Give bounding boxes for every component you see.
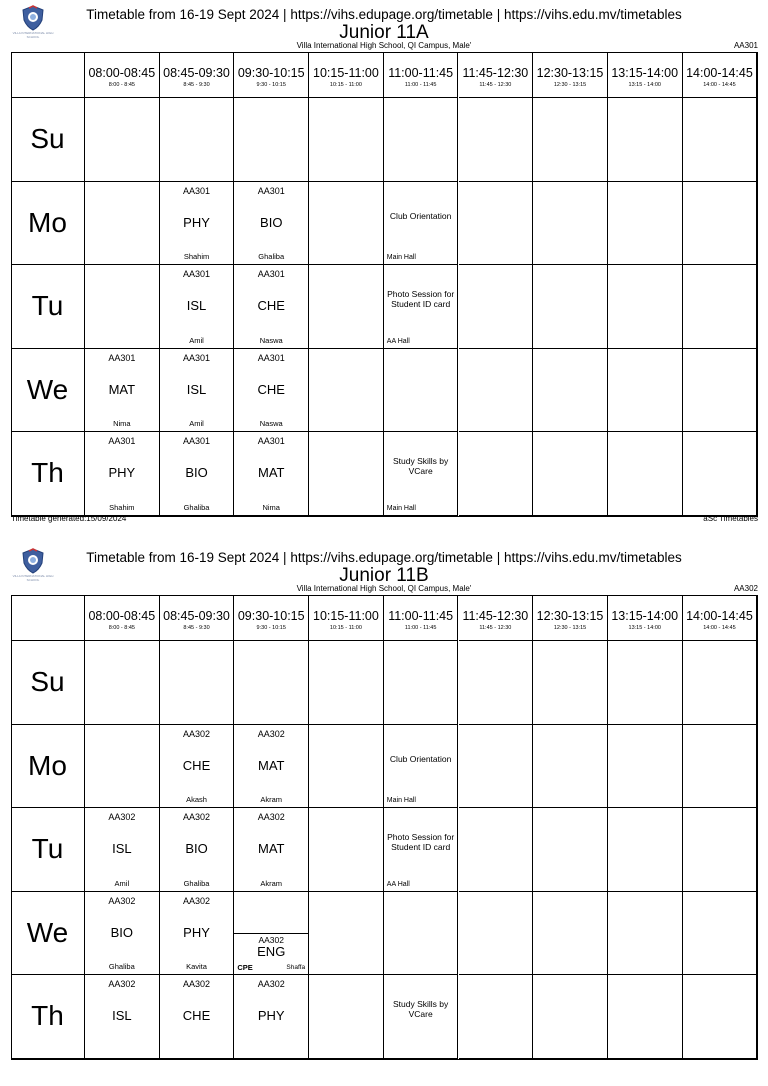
empty-cell bbox=[309, 182, 384, 266]
period-time: 10:15-11:00 bbox=[313, 66, 379, 80]
empty-cell bbox=[459, 641, 534, 725]
period-header bbox=[459, 52, 534, 98]
lesson-cell bbox=[160, 182, 235, 266]
empty-cell bbox=[533, 182, 608, 266]
empty-cell bbox=[533, 98, 608, 182]
period-header bbox=[384, 595, 459, 641]
empty-cell bbox=[459, 808, 534, 892]
lesson-teacher: Shaffa bbox=[286, 963, 306, 971]
lesson-cell bbox=[234, 808, 309, 892]
period-time: 11:00-11:45 bbox=[388, 609, 454, 623]
grid-corner bbox=[11, 595, 85, 641]
lesson-cell bbox=[234, 725, 309, 809]
lesson-cell bbox=[234, 349, 309, 433]
empty-cell bbox=[459, 182, 534, 266]
period-subtime: 14:00 - 14:45 bbox=[703, 625, 736, 631]
empty-cell bbox=[85, 98, 160, 182]
lesson-subject: ENG bbox=[257, 943, 286, 959]
period-time: 14:00-14:45 bbox=[686, 66, 753, 80]
empty-cell bbox=[384, 892, 459, 976]
period-subtime: 10:15 - 11:00 bbox=[329, 625, 362, 631]
lesson-subject: CHE bbox=[257, 381, 285, 397]
lesson-cell bbox=[160, 265, 235, 349]
lesson-room: AA301 bbox=[183, 185, 211, 196]
day-label: We bbox=[11, 892, 85, 976]
lesson-cell bbox=[234, 432, 309, 516]
empty-cell bbox=[608, 265, 683, 349]
lesson-cell bbox=[85, 808, 160, 892]
lesson-subject: MAT bbox=[108, 381, 136, 397]
period-header bbox=[234, 52, 309, 98]
period-time: 13:15-14:00 bbox=[611, 609, 679, 623]
period-time: 12:30-13:15 bbox=[536, 66, 604, 80]
lesson-room: AA302 bbox=[183, 812, 211, 822]
event-location: AA Hall bbox=[386, 337, 410, 345]
period-subtime: 11:00 - 11:45 bbox=[404, 625, 437, 631]
lesson-teacher: Nima bbox=[113, 419, 131, 428]
event-cell bbox=[384, 182, 459, 266]
event-cell bbox=[384, 808, 459, 892]
lesson-teacher: Ghaliba bbox=[108, 962, 135, 971]
generated-date: Timetable generated:15/09/2024 bbox=[11, 514, 127, 523]
lesson-cell bbox=[85, 975, 160, 1059]
home-room-code: AA301 bbox=[733, 41, 758, 50]
lesson-cell bbox=[234, 265, 309, 349]
lesson-teacher: Naswa bbox=[259, 335, 283, 345]
lesson-cell bbox=[160, 892, 235, 976]
lesson-room: AA302 bbox=[258, 934, 284, 945]
split-divider bbox=[234, 933, 308, 934]
event-location: Main Hall bbox=[386, 504, 416, 512]
period-subtime: 13:15 - 14:00 bbox=[628, 625, 661, 631]
period-header bbox=[384, 52, 459, 98]
empty-cell bbox=[683, 975, 758, 1059]
empty-cell bbox=[309, 98, 384, 182]
empty-cell bbox=[533, 892, 608, 976]
empty-cell bbox=[85, 182, 160, 266]
empty-cell bbox=[384, 349, 459, 433]
lesson-subject: CHE bbox=[182, 757, 211, 773]
lesson-cell bbox=[85, 349, 160, 433]
period-header bbox=[234, 595, 309, 641]
period-time: 11:45-12:30 bbox=[462, 609, 529, 623]
lesson-room: AA302 bbox=[257, 812, 285, 822]
empty-cell bbox=[160, 98, 235, 182]
event-title: Club Orientation bbox=[389, 210, 452, 221]
period-subtime: 8:45 - 9:30 bbox=[183, 625, 210, 631]
lesson-teacher: Ghaliba bbox=[183, 502, 210, 512]
school-logo-text: VILLA INTERNATIONAL HIGH SCHOOL bbox=[12, 574, 54, 582]
lesson-room: AA302 bbox=[108, 895, 136, 906]
empty-cell bbox=[459, 349, 534, 433]
empty-cell bbox=[533, 808, 608, 892]
empty-cell bbox=[309, 892, 384, 976]
empty-cell bbox=[608, 349, 683, 433]
event-title: Study Skills by VCare bbox=[393, 456, 449, 477]
empty-cell bbox=[533, 265, 608, 349]
lesson-teacher: Akram bbox=[260, 878, 283, 888]
period-time: 08:45-09:30 bbox=[163, 609, 230, 623]
period-time: 10:15-11:00 bbox=[313, 609, 379, 623]
lesson-room: AA302 bbox=[183, 979, 211, 989]
lesson-subject: BIO bbox=[260, 214, 283, 230]
lesson-room: AA302 bbox=[257, 979, 285, 989]
period-subtime: 12:30 - 13:15 bbox=[553, 625, 587, 631]
period-header bbox=[608, 52, 683, 98]
period-header bbox=[459, 595, 534, 641]
period-header bbox=[85, 595, 160, 641]
lesson-subject: PHY bbox=[183, 214, 210, 230]
generator-credit: aSc Timetables bbox=[703, 514, 758, 523]
lesson-cell bbox=[85, 432, 160, 516]
lesson-subject: ISL bbox=[112, 841, 132, 856]
lesson-room: AA302 bbox=[257, 728, 285, 739]
empty-cell bbox=[533, 725, 608, 809]
empty-cell bbox=[309, 265, 384, 349]
day-label: Th bbox=[11, 432, 85, 516]
lesson-teacher: Shahim bbox=[109, 502, 135, 512]
period-time: 09:30-10:15 bbox=[237, 609, 305, 623]
period-subtime: 9:30 - 10:15 bbox=[256, 625, 286, 631]
empty-cell bbox=[608, 892, 683, 976]
lesson-subject: BIO bbox=[185, 465, 208, 480]
empty-cell bbox=[234, 98, 309, 182]
period-subtime: 9:30 - 10:15 bbox=[256, 82, 286, 88]
period-header bbox=[160, 52, 235, 98]
lesson-room: AA301 bbox=[183, 269, 211, 279]
empty-cell bbox=[683, 892, 758, 976]
period-time: 08:45-09:30 bbox=[163, 66, 230, 80]
timetable-header: Timetable from 16-19 Sept 2024 | https://vihs.edupage.org/timetable | https://vihs.edu.mv/timetables bbox=[86, 7, 682, 22]
lesson-subject: MAT bbox=[257, 465, 285, 480]
period-time: 08:00-08:45 bbox=[88, 609, 156, 623]
event-cell bbox=[384, 725, 459, 809]
school-logo-text: VILLA INTERNATIONAL HIGH SCHOOL bbox=[12, 31, 54, 39]
lesson-subject: ISL bbox=[186, 298, 207, 313]
empty-cell bbox=[608, 182, 683, 266]
period-time: 11:00-11:45 bbox=[388, 66, 454, 80]
event-title: Photo Session for Student ID card bbox=[387, 832, 455, 853]
empty-cell bbox=[309, 808, 384, 892]
period-header bbox=[309, 52, 384, 98]
period-subtime: 11:45 - 12:30 bbox=[479, 82, 512, 88]
lesson-cell bbox=[160, 808, 235, 892]
empty-cell bbox=[459, 265, 534, 349]
lesson-cell bbox=[234, 975, 309, 1059]
lesson-room: AA301 bbox=[183, 436, 211, 446]
empty-cell bbox=[459, 98, 534, 182]
empty-cell bbox=[683, 725, 758, 809]
timetable-header: Timetable from 16-19 Sept 2024 | https://vihs.edupage.org/timetable | https://vihs.edu.mv/timetables bbox=[86, 550, 682, 565]
period-time: 11:45-12:30 bbox=[462, 66, 529, 80]
lesson-subject: ISL bbox=[186, 381, 207, 397]
period-subtime: 13:15 - 14:00 bbox=[628, 82, 661, 88]
day-label: Tu bbox=[11, 265, 85, 349]
lesson-cell bbox=[160, 725, 235, 809]
lesson-subject: BIO bbox=[110, 924, 134, 940]
period-time: 12:30-13:15 bbox=[536, 609, 604, 623]
lesson-cell bbox=[160, 349, 235, 433]
empty-cell bbox=[160, 641, 235, 725]
school-name: Villa International High School, QI Campus, Male' bbox=[296, 41, 472, 50]
empty-cell bbox=[608, 432, 683, 516]
empty-cell bbox=[608, 975, 683, 1059]
day-label: We bbox=[11, 349, 85, 433]
period-header bbox=[683, 595, 758, 641]
empty-cell bbox=[608, 725, 683, 809]
lesson-subject: CHE bbox=[182, 1008, 211, 1023]
period-time: 08:00-08:45 bbox=[88, 66, 156, 80]
period-subtime: 12:30 - 13:15 bbox=[553, 82, 587, 88]
empty-cell bbox=[683, 808, 758, 892]
event-title: Study Skills by VCare bbox=[393, 999, 449, 1020]
period-subtime: 11:45 - 12:30 bbox=[479, 625, 512, 631]
period-header bbox=[533, 595, 608, 641]
lesson-subject: BIO bbox=[185, 841, 208, 856]
lesson-room: AA301 bbox=[108, 436, 136, 446]
period-subtime: 8:00 - 8:45 bbox=[108, 82, 135, 88]
lesson-room: AA302 bbox=[183, 895, 211, 906]
period-subtime: 14:00 - 14:45 bbox=[703, 82, 736, 88]
day-label: Su bbox=[11, 641, 85, 725]
day-label: Su bbox=[11, 98, 85, 182]
lesson-room: AA301 bbox=[257, 352, 285, 363]
event-cell bbox=[384, 432, 459, 516]
lesson-cell bbox=[160, 432, 235, 516]
event-title: Photo Session for Student ID card bbox=[387, 289, 455, 310]
empty-cell bbox=[683, 432, 758, 516]
event-location: Main Hall bbox=[386, 797, 416, 804]
empty-cell bbox=[459, 725, 534, 809]
lesson-subject: PHY bbox=[183, 924, 210, 940]
timetable-page bbox=[0, 543, 768, 1086]
period-header bbox=[85, 52, 160, 98]
empty-cell bbox=[309, 975, 384, 1059]
empty-cell bbox=[683, 641, 758, 725]
empty-cell bbox=[533, 349, 608, 433]
empty-cell bbox=[459, 892, 534, 976]
day-label: Tu bbox=[11, 808, 85, 892]
day-label: Mo bbox=[11, 725, 85, 809]
empty-cell bbox=[533, 641, 608, 725]
event-title: Club Orientation bbox=[389, 753, 452, 764]
period-time: 09:30-10:15 bbox=[237, 66, 305, 80]
home-room-code: AA302 bbox=[733, 584, 758, 593]
lesson-teacher: Shahim bbox=[183, 252, 210, 261]
period-header bbox=[683, 52, 758, 98]
class-name: Junior 11B bbox=[339, 565, 429, 586]
lesson-teacher: Nima bbox=[262, 502, 280, 512]
event-location: AA Hall bbox=[386, 880, 410, 888]
empty-cell bbox=[309, 725, 384, 809]
empty-cell bbox=[608, 98, 683, 182]
period-subtime: 8:45 - 9:30 bbox=[183, 82, 210, 88]
period-header bbox=[533, 52, 608, 98]
lesson-room: AA301 bbox=[257, 269, 285, 279]
period-subtime: 8:00 - 8:45 bbox=[108, 625, 135, 631]
empty-cell bbox=[85, 265, 160, 349]
empty-cell bbox=[608, 641, 683, 725]
lesson-cell bbox=[234, 182, 309, 266]
empty-cell bbox=[85, 725, 160, 809]
lesson-teacher: Ghaliba bbox=[258, 252, 285, 261]
lesson-subject: ISL bbox=[112, 1008, 132, 1023]
lesson-room: AA302 bbox=[108, 812, 136, 822]
lesson-subject: PHY bbox=[257, 1008, 285, 1023]
empty-cell bbox=[683, 98, 758, 182]
lesson-room: AA302 bbox=[108, 979, 136, 989]
empty-cell bbox=[533, 432, 608, 516]
empty-cell bbox=[309, 349, 384, 433]
lesson-cell bbox=[160, 975, 235, 1059]
lesson-cell bbox=[85, 892, 160, 976]
empty-cell bbox=[384, 98, 459, 182]
period-header bbox=[160, 595, 235, 641]
lesson-teacher: Kavita bbox=[186, 962, 207, 971]
empty-cell bbox=[533, 975, 608, 1059]
lesson-group: CPE bbox=[237, 962, 253, 972]
empty-cell bbox=[683, 265, 758, 349]
lesson-teacher: Amil bbox=[114, 878, 130, 888]
empty-cell bbox=[384, 641, 459, 725]
day-label: Mo bbox=[11, 182, 85, 266]
empty-cell bbox=[683, 182, 758, 266]
lesson-room: AA302 bbox=[183, 728, 211, 739]
event-cell bbox=[384, 265, 459, 349]
period-time: 14:00-14:45 bbox=[686, 609, 753, 623]
lesson-room: AA301 bbox=[257, 185, 285, 196]
grid-corner bbox=[11, 52, 85, 98]
empty-cell bbox=[608, 808, 683, 892]
lesson-subject: MAT bbox=[257, 757, 285, 773]
empty-cell bbox=[683, 349, 758, 433]
class-name: Junior 11A bbox=[339, 22, 429, 43]
lesson-teacher: Amil bbox=[189, 419, 204, 428]
period-header bbox=[608, 595, 683, 641]
lesson-subject: PHY bbox=[108, 465, 136, 480]
lesson-cell bbox=[234, 892, 309, 976]
lesson-room: AA301 bbox=[108, 352, 136, 363]
period-subtime: 11:00 - 11:45 bbox=[404, 82, 437, 88]
empty-cell bbox=[459, 975, 534, 1059]
lesson-teacher: Akash bbox=[186, 795, 207, 804]
period-header bbox=[309, 595, 384, 641]
lesson-subject: CHE bbox=[257, 298, 285, 313]
school-name: Villa International High School, QI Campus, Male' bbox=[296, 584, 472, 593]
lesson-subject: MAT bbox=[257, 841, 285, 856]
empty-cell bbox=[234, 641, 309, 725]
period-time: 13:15-14:00 bbox=[611, 66, 679, 80]
period-subtime: 10:15 - 11:00 bbox=[329, 82, 362, 88]
lesson-room: AA301 bbox=[183, 352, 211, 363]
day-label: Th bbox=[11, 975, 85, 1059]
lesson-room: AA301 bbox=[257, 436, 285, 446]
event-location: Main Hall bbox=[386, 254, 416, 261]
lesson-teacher: Akram bbox=[260, 795, 283, 804]
lesson-teacher: Naswa bbox=[259, 419, 283, 428]
lesson-teacher: Ghaliba bbox=[183, 878, 210, 888]
empty-cell bbox=[85, 641, 160, 725]
empty-cell bbox=[459, 432, 534, 516]
event-cell bbox=[384, 975, 459, 1059]
lesson-teacher: Amil bbox=[189, 335, 204, 345]
empty-cell bbox=[309, 432, 384, 516]
empty-cell bbox=[309, 641, 384, 725]
